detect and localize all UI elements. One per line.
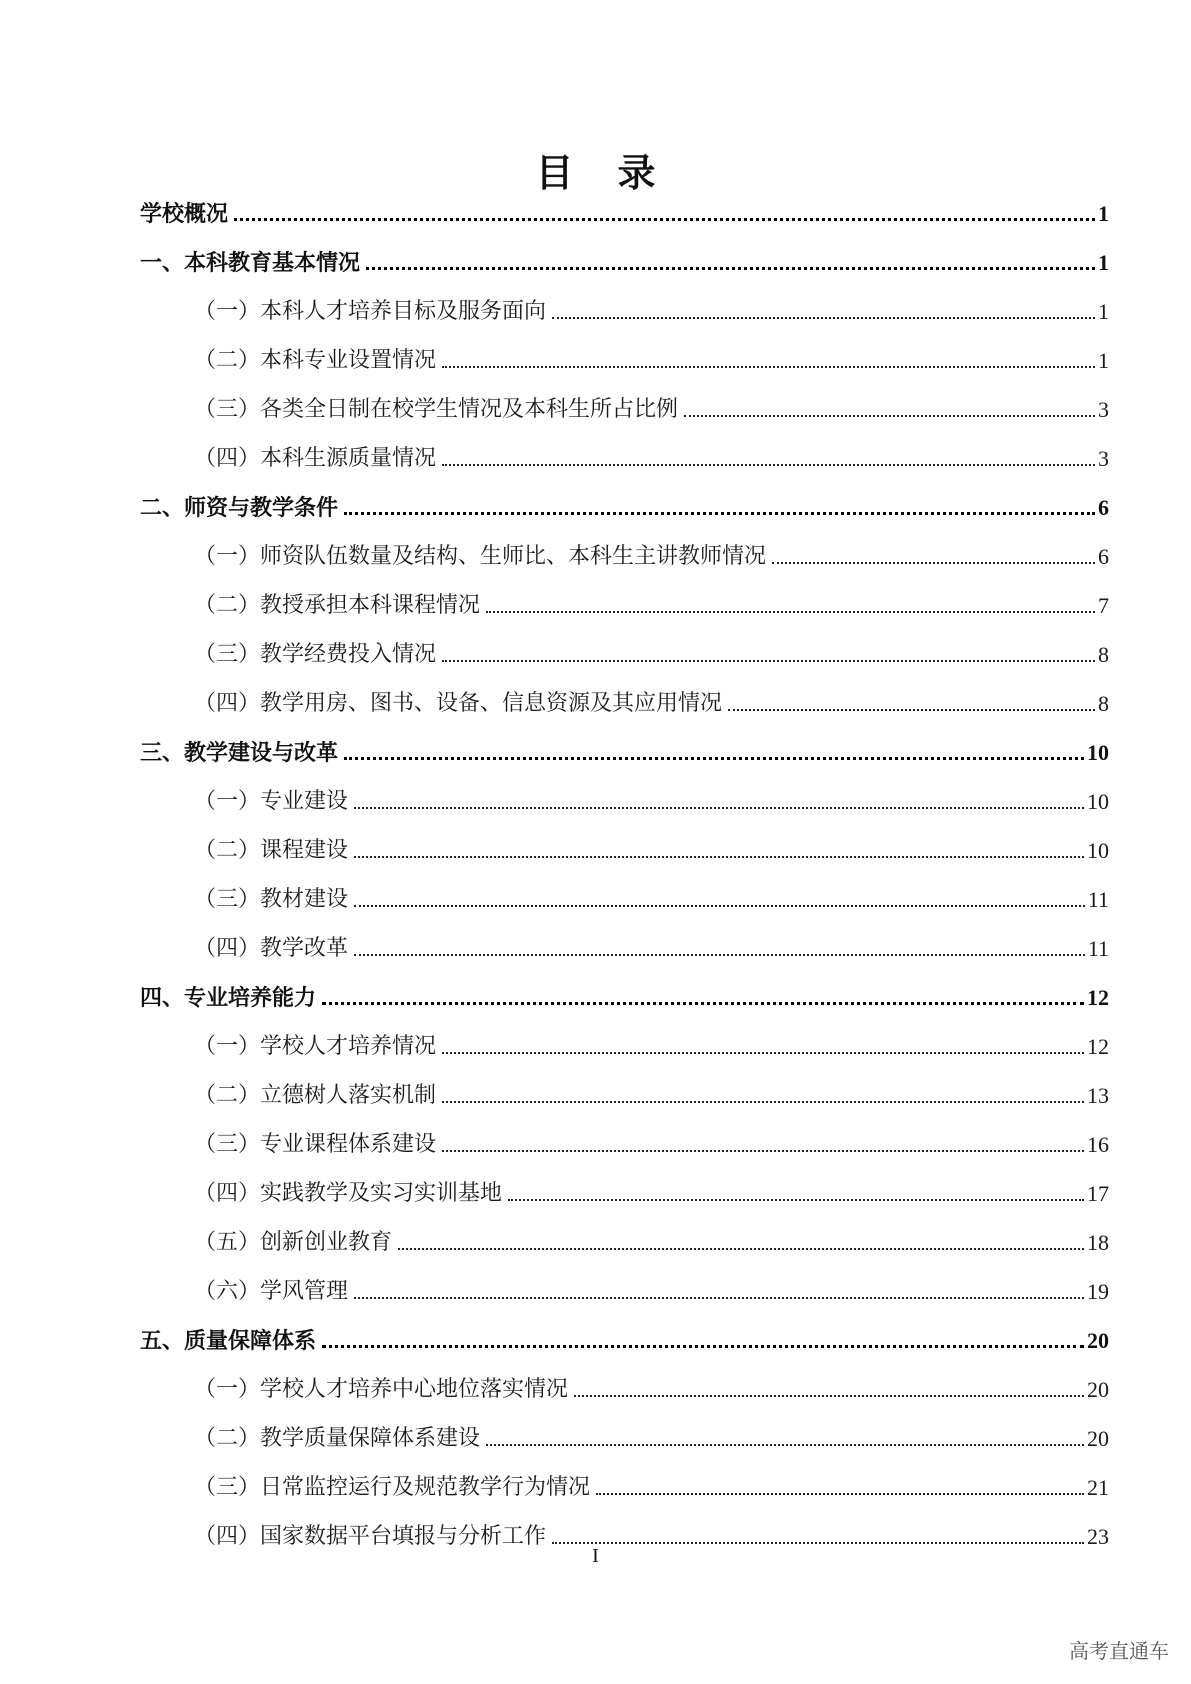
toc-dot-leader [344, 757, 1084, 760]
toc-entry-label: （六）学风管理 [194, 1279, 349, 1304]
toc-entry-label: （一）专业建设 [194, 789, 349, 814]
toc-entry-label: 五、质量保障体系 [140, 1328, 317, 1354]
toc-dot-leader [442, 1150, 1084, 1152]
toc-entry-label: （四）国家数据平台填报与分析工作 [194, 1524, 547, 1549]
toc-entry-label: （二）教授承担本科课程情况 [194, 593, 481, 618]
toc-page-number: 23 [1087, 1524, 1109, 1549]
toc-page-number: 8 [1098, 691, 1109, 716]
toc-subsection-entry[interactable] [140, 1256, 1109, 1305]
toc-entry-label: （五）创新创业教育 [194, 1230, 393, 1255]
toc-dot-leader [728, 709, 1095, 711]
toc-dot-leader [366, 267, 1095, 270]
toc-page-number: 16 [1087, 1132, 1109, 1157]
toc-dot-leader [442, 464, 1095, 466]
toc-entry-label: 一、本科教育基本情况 [140, 250, 361, 276]
toc-entry-label: （二）教学质量保障体系建设 [194, 1426, 481, 1451]
toc-page-number: 6 [1098, 544, 1109, 569]
toc-subsection-entry[interactable] [140, 276, 1109, 325]
toc-dot-leader [442, 660, 1095, 662]
toc-subsection-entry[interactable] [140, 619, 1109, 668]
page-title: 目录 [535, 150, 700, 195]
toc-subsection-entry[interactable] [140, 1452, 1109, 1501]
toc-subsection-entry[interactable] [140, 374, 1109, 423]
toc-entry-label: （三）各类全日制在校学生情况及本科生所占比例 [194, 397, 679, 422]
toc-subsection-entry[interactable] [140, 521, 1109, 570]
watermark: 高考直通车 [1069, 1639, 1169, 1663]
toc-page-number: 21 [1087, 1475, 1109, 1500]
toc-dot-leader [574, 1395, 1084, 1397]
toc-dot-leader [322, 1345, 1084, 1348]
toc-page-number: 6 [1098, 495, 1109, 520]
toc-dot-leader [486, 611, 1095, 613]
toc-subsection-entry[interactable] [140, 570, 1109, 619]
toc-page-number: 8 [1098, 642, 1109, 667]
toc-dot-leader [486, 1444, 1084, 1446]
toc-dot-leader [322, 1002, 1084, 1005]
toc-dot-leader [552, 317, 1095, 319]
toc-entry-label: 二、师资与教学条件 [140, 495, 339, 521]
toc-dot-leader [354, 1297, 1084, 1299]
toc-dot-leader [354, 856, 1084, 858]
toc-entry-label: （三）教材建设 [194, 887, 349, 912]
toc-page-number: 1 [1098, 348, 1109, 373]
toc-page-number: 17 [1087, 1181, 1109, 1206]
toc-dot-leader [508, 1199, 1084, 1201]
toc-entry-label: （四）教学用房、图书、设备、信息资源及其应用情况 [194, 691, 723, 716]
toc-section-entry[interactable] [140, 472, 1109, 521]
toc-entry-label: （四）本科生源质量情况 [194, 446, 437, 471]
toc-section-entry[interactable] [140, 1305, 1109, 1354]
toc-dot-leader [354, 807, 1084, 809]
toc-page-number: 19 [1087, 1279, 1109, 1304]
toc-subsection-entry[interactable] [140, 913, 1109, 962]
toc-page-number: 3 [1098, 446, 1109, 471]
table-of-contents [140, 203, 1109, 1550]
toc-dot-leader [354, 905, 1085, 907]
toc-page-number: 12 [1087, 985, 1109, 1010]
toc-subsection-entry[interactable] [140, 1207, 1109, 1256]
toc-page-number: 12 [1087, 1034, 1109, 1059]
toc-subsection-entry[interactable] [140, 815, 1109, 864]
toc-subsection-entry[interactable] [140, 1354, 1109, 1403]
toc-page-number: 20 [1087, 1426, 1109, 1451]
toc-entry-label: （二）本科专业设置情况 [194, 348, 437, 373]
toc-subsection-entry[interactable] [140, 1501, 1109, 1550]
toc-entry-label: （一）学校人才培养情况 [194, 1034, 437, 1059]
toc-page-number: 20 [1087, 1377, 1109, 1402]
toc-subsection-entry[interactable] [140, 1060, 1109, 1109]
toc-dot-leader [442, 1101, 1084, 1103]
toc-page-number: 18 [1087, 1230, 1109, 1255]
toc-page-number: 11 [1087, 936, 1109, 961]
toc-entry-label: （二）立德树人落实机制 [194, 1083, 437, 1108]
toc-page-number: 10 [1087, 740, 1109, 765]
toc-page-number: 1 [1098, 299, 1109, 324]
toc-entry-label: 学校概况 [140, 201, 229, 227]
toc-dot-leader [344, 512, 1095, 515]
toc-section-entry[interactable] [140, 717, 1109, 766]
toc-section-entry[interactable] [140, 962, 1109, 1011]
toc-entry-label: （三）专业课程体系建设 [194, 1132, 437, 1157]
toc-entry-label: （一）学校人才培养中心地位落实情况 [194, 1377, 569, 1402]
toc-page-number: 10 [1087, 789, 1109, 814]
toc-section-entry[interactable] [140, 227, 1109, 276]
toc-page-number: 10 [1087, 838, 1109, 863]
toc-page-number: 11 [1087, 887, 1109, 912]
toc-dot-leader [596, 1493, 1084, 1495]
toc-section-entry[interactable] [140, 203, 1109, 227]
toc-subsection-entry[interactable] [140, 766, 1109, 815]
toc-dot-leader [772, 562, 1095, 564]
toc-entry-label: （一）师资队伍数量及结构、生师比、本科生主讲教师情况 [194, 544, 767, 569]
toc-dot-leader [398, 1248, 1084, 1250]
toc-page-number: 3 [1098, 397, 1109, 422]
toc-page-number: 1 [1098, 201, 1109, 226]
toc-page-number: 20 [1087, 1328, 1109, 1353]
toc-subsection-entry[interactable] [140, 325, 1109, 374]
toc-entry-label: 四、专业培养能力 [140, 985, 317, 1011]
toc-dot-leader [684, 415, 1095, 417]
toc-subsection-entry[interactable] [140, 1011, 1109, 1060]
toc-entry-label: （一）本科人才培养目标及服务面向 [194, 299, 547, 324]
toc-subsection-entry[interactable] [140, 864, 1109, 913]
toc-dot-leader [442, 1052, 1084, 1054]
toc-page-number: 13 [1087, 1083, 1109, 1108]
toc-dot-leader [442, 366, 1095, 368]
toc-entry-label: （四）教学改革 [194, 936, 349, 961]
toc-entry-label: （三）日常监控运行及规范教学行为情况 [194, 1475, 591, 1500]
toc-subsection-entry[interactable] [140, 1109, 1109, 1158]
toc-page-number: 7 [1098, 593, 1109, 618]
toc-entry-label: 三、教学建设与改革 [140, 740, 339, 766]
toc-subsection-entry[interactable] [140, 1403, 1109, 1452]
toc-subsection-entry[interactable] [140, 668, 1109, 717]
toc-dot-leader [354, 954, 1085, 956]
toc-entry-label: （三）教学经费投入情况 [194, 642, 437, 667]
toc-page-number: 1 [1098, 250, 1109, 275]
toc-subsection-entry[interactable] [140, 1158, 1109, 1207]
toc-dot-leader [234, 218, 1095, 221]
toc-entry-label: （二）课程建设 [194, 838, 349, 863]
toc-subsection-entry[interactable] [140, 423, 1109, 472]
page-number-footer: I [592, 1545, 599, 1567]
toc-entry-label: （四）实践教学及实习实训基地 [194, 1181, 503, 1206]
